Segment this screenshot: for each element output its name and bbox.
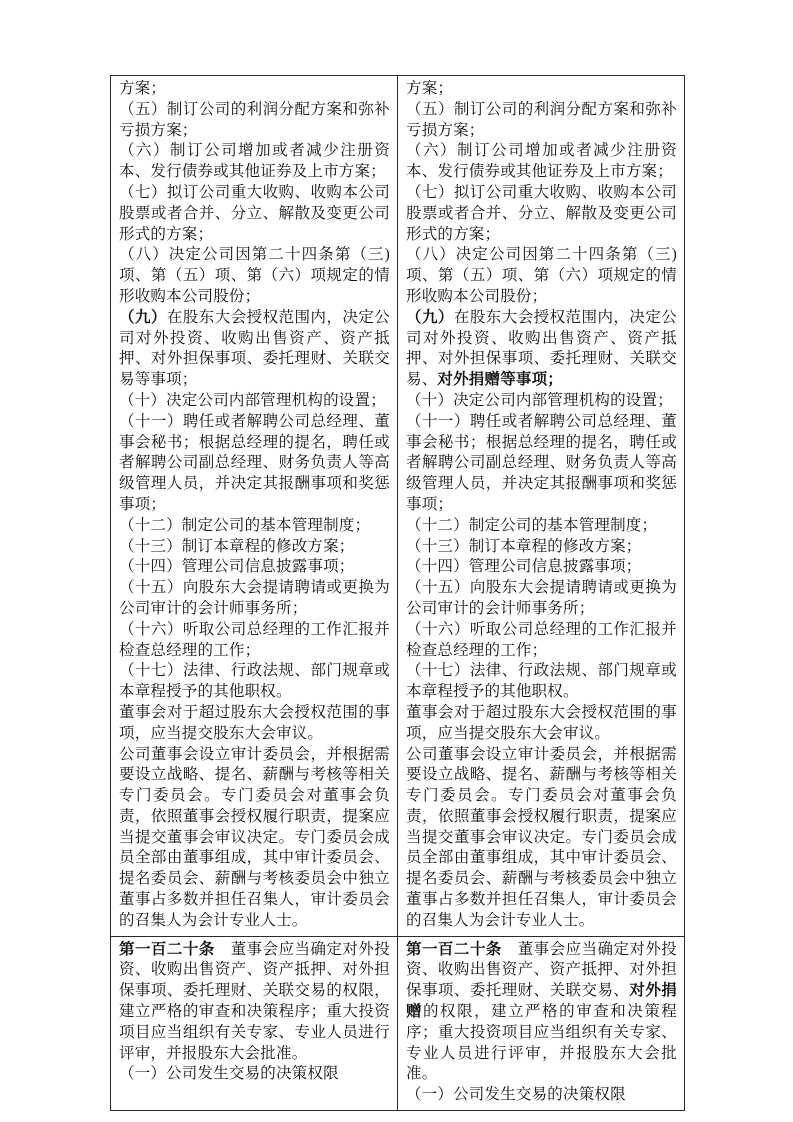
- paragraph: [119, 661, 390, 703]
- paragraph: [406, 940, 677, 1086]
- text-run: 董事会应当确定对外投资、收购出售资产、资产抵押、对外担保事项、委托理财、关联交易的权限，建立严格的审查和决策程序；重大投资项目应当组织有关专家、专业人员进行评审，并报股东大会批准。: [119, 940, 391, 1062]
- text-run: （五）制订公司的利润分配方案和弥补亏损方案；: [119, 100, 390, 139]
- text-run: （八）决定公司因第二十四条第（三)项、第（五）项、第（六）项规定的情形收购本公司股份；: [406, 246, 677, 305]
- text-run: （一）公司发生交易的决策权限: [119, 1065, 339, 1083]
- text-run: （五）制订公司的利润分配方案和弥补亏损方案；: [406, 100, 677, 139]
- paragraph: [406, 537, 677, 558]
- paragraph: [406, 557, 677, 578]
- paragraph: [406, 391, 677, 412]
- text-run: 公司董事会设立审计委员会，并根据需要设立战略、提名、薪酬与考核等相关专门委员会。专门委员会对董事会负责，依照董事会授权履行职责，提案应当提交董事会审议决定。专门委员会成员全部由董事组成，其中审计委员会、提名委员会、薪酬与考核委员会中独立董事占多数并担任召集人，审计委员会的召集人为会计专业人士。: [406, 745, 677, 929]
- text-run: （十六）听取公司总经理的工作汇报并检查总经理的工作；: [119, 620, 390, 659]
- paragraph: [406, 703, 677, 745]
- cell-left-article-continuation: [111, 76, 398, 937]
- text-run: 方案；: [119, 80, 167, 97]
- text-run: （十四）管理公司信息披露事项；: [406, 558, 642, 576]
- text-run: 董事会对于超过股东大会授权范围的事项，应当提交股东大会审议。: [406, 703, 677, 742]
- paragraph: [119, 245, 390, 307]
- text-run: （十四）管理公司信息披露事项；: [119, 558, 355, 576]
- paragraph: [119, 620, 390, 662]
- text-run: （十五）向股东大会提请聘请或更换为公司审计的会计师事务所；: [406, 579, 677, 617]
- paragraph: [406, 1085, 677, 1106]
- paragraph: [406, 100, 677, 142]
- paragraph: [406, 245, 677, 307]
- paragraph: [119, 1064, 390, 1085]
- paragraph: [406, 516, 677, 537]
- text-run: （十二）制定公司的基本管理制度；: [119, 516, 371, 534]
- paragraph: [406, 661, 677, 703]
- text-run: （十）决定公司内部管理机构的设置；: [406, 391, 673, 409]
- emphasis-text: 第一百二十条: [406, 940, 502, 958]
- paragraph: [119, 557, 390, 578]
- paragraph: [406, 183, 677, 245]
- emphasis-text: （九）: [406, 308, 454, 326]
- paragraph: [119, 141, 390, 183]
- table-row-article-continuation: [111, 76, 685, 937]
- paragraph: [406, 745, 677, 932]
- text-run: （十五）向股东大会提请聘请或更换为公司审计的会计师事务所；: [119, 579, 390, 617]
- text-run: （十三）制订本章程的修改方案；: [119, 537, 355, 555]
- text-run: 在股东大会授权范围内，决定公司对外投资、收购出售资产、资产抵押、对外担保事项、委托理财、关联交易、: [406, 308, 677, 389]
- text-run: （十三）制订本章程的修改方案；: [406, 537, 642, 555]
- paragraph: [119, 391, 390, 412]
- emphasis-text: （九）: [119, 308, 167, 326]
- text-run: （一）公司发生交易的决策权限: [406, 1086, 626, 1104]
- cell-right-article-continuation: [398, 76, 685, 937]
- text-run: 董事会应当确定对外投资、收购出售资产、资产抵押、对外担保事项、委托理财、关联交易、: [406, 940, 678, 1000]
- paragraph: [119, 183, 390, 245]
- text-run: 董事会对于超过股东大会授权范围的事项，应当提交股东大会审议。: [119, 703, 390, 742]
- text-run: （十）决定公司内部管理机构的设置；: [119, 391, 386, 409]
- text-run: （十二）制定公司的基本管理制度；: [406, 516, 658, 534]
- text-run: （十七）法律、行政法规、部门规章或本章程授予的其他职权。: [406, 662, 677, 701]
- table-row-article-120: [111, 936, 685, 1110]
- paragraph: [406, 412, 677, 516]
- comparison-table: [110, 75, 685, 1111]
- paragraph: [119, 578, 390, 620]
- text-run: （六）制订公司增加或者减少注册资本、发行债券或其他证券及上市方案；: [406, 142, 677, 181]
- text-run: （六）制订公司增加或者减少注册资本、发行债券或其他证券及上市方案；: [119, 142, 390, 181]
- paragraph: [406, 79, 677, 100]
- cell-right-article-120: [398, 936, 685, 1110]
- text-run: 公司董事会设立审计委员会，并根据需要设立战略、提名、薪酬与考核等相关专门委员会。专门委员会对董事会负责，依照董事会授权履行职责，提案应当提交董事会审议决定。专门委员会成员全部由董事组成，其中审计委员会、提名委员会、薪酬与考核委员会中独立董事占多数并担任召集人，审计委员会的召集人为会计专业人士。: [119, 745, 390, 929]
- text-run: 方案；: [406, 80, 454, 97]
- paragraph: [119, 79, 390, 100]
- paragraph: [119, 745, 390, 932]
- paragraph: [119, 412, 390, 516]
- paragraph: [406, 578, 677, 620]
- emphasis-text: 第一百二十条: [119, 940, 215, 958]
- text-run: （八）决定公司因第二十四条第（三)项、第（五）项、第（六）项规定的情形收购本公司股份；: [119, 246, 390, 305]
- text-run: （七）拟订公司重大收购、收购本公司股票或者合并、分立、解散及变更公司形式的方案；: [119, 183, 390, 243]
- text-run: （十七）法律、行政法规、部门规章或本章程授予的其他职权。: [119, 662, 390, 701]
- text-run: （十六）听取公司总经理的工作汇报并检查总经理的工作；: [406, 620, 677, 659]
- cell-left-article-120: [111, 936, 398, 1110]
- paragraph: [119, 703, 390, 745]
- text-run: 的权限，建立严格的审查和决策程序；重大投资项目应当组织有关专家、专业人员进行评审，并报股东大会批准。: [406, 1003, 677, 1083]
- paragraph: [406, 620, 677, 662]
- text-run: （七）拟订公司重大收购、收购本公司股票或者合并、分立、解散及变更公司形式的方案；: [406, 183, 677, 243]
- paragraph: [406, 141, 677, 183]
- paragraph: [119, 940, 390, 1065]
- text-run: （十一）聘任或者解聘公司总经理、董事会秘书；根据总经理的提名，聘任或者解聘公司副总经理、财务负责人等高级管理人员，并决定其报酬事项和奖惩事项；: [406, 412, 677, 513]
- emphasis-text: 对外捐赠等事项；: [437, 371, 564, 389]
- text-run: 在股东大会授权范围内，决定公司对外投资、收购出售资产、资产抵押、对外担保事项、委托理财、关联交易等事项；: [119, 308, 390, 389]
- text-run: （十一）聘任或者解聘公司总经理、董事会秘书；根据总经理的提名，聘任或者解聘公司副总经理、财务负责人等高级管理人员，并决定其报酬事项和奖惩事项；: [119, 412, 390, 513]
- paragraph: [119, 537, 390, 558]
- paragraph: [119, 100, 390, 142]
- paragraph: [119, 516, 390, 537]
- emphasis-text: 对外捐赠: [406, 982, 677, 1021]
- paragraph: [119, 308, 390, 391]
- paragraph: [406, 308, 677, 391]
